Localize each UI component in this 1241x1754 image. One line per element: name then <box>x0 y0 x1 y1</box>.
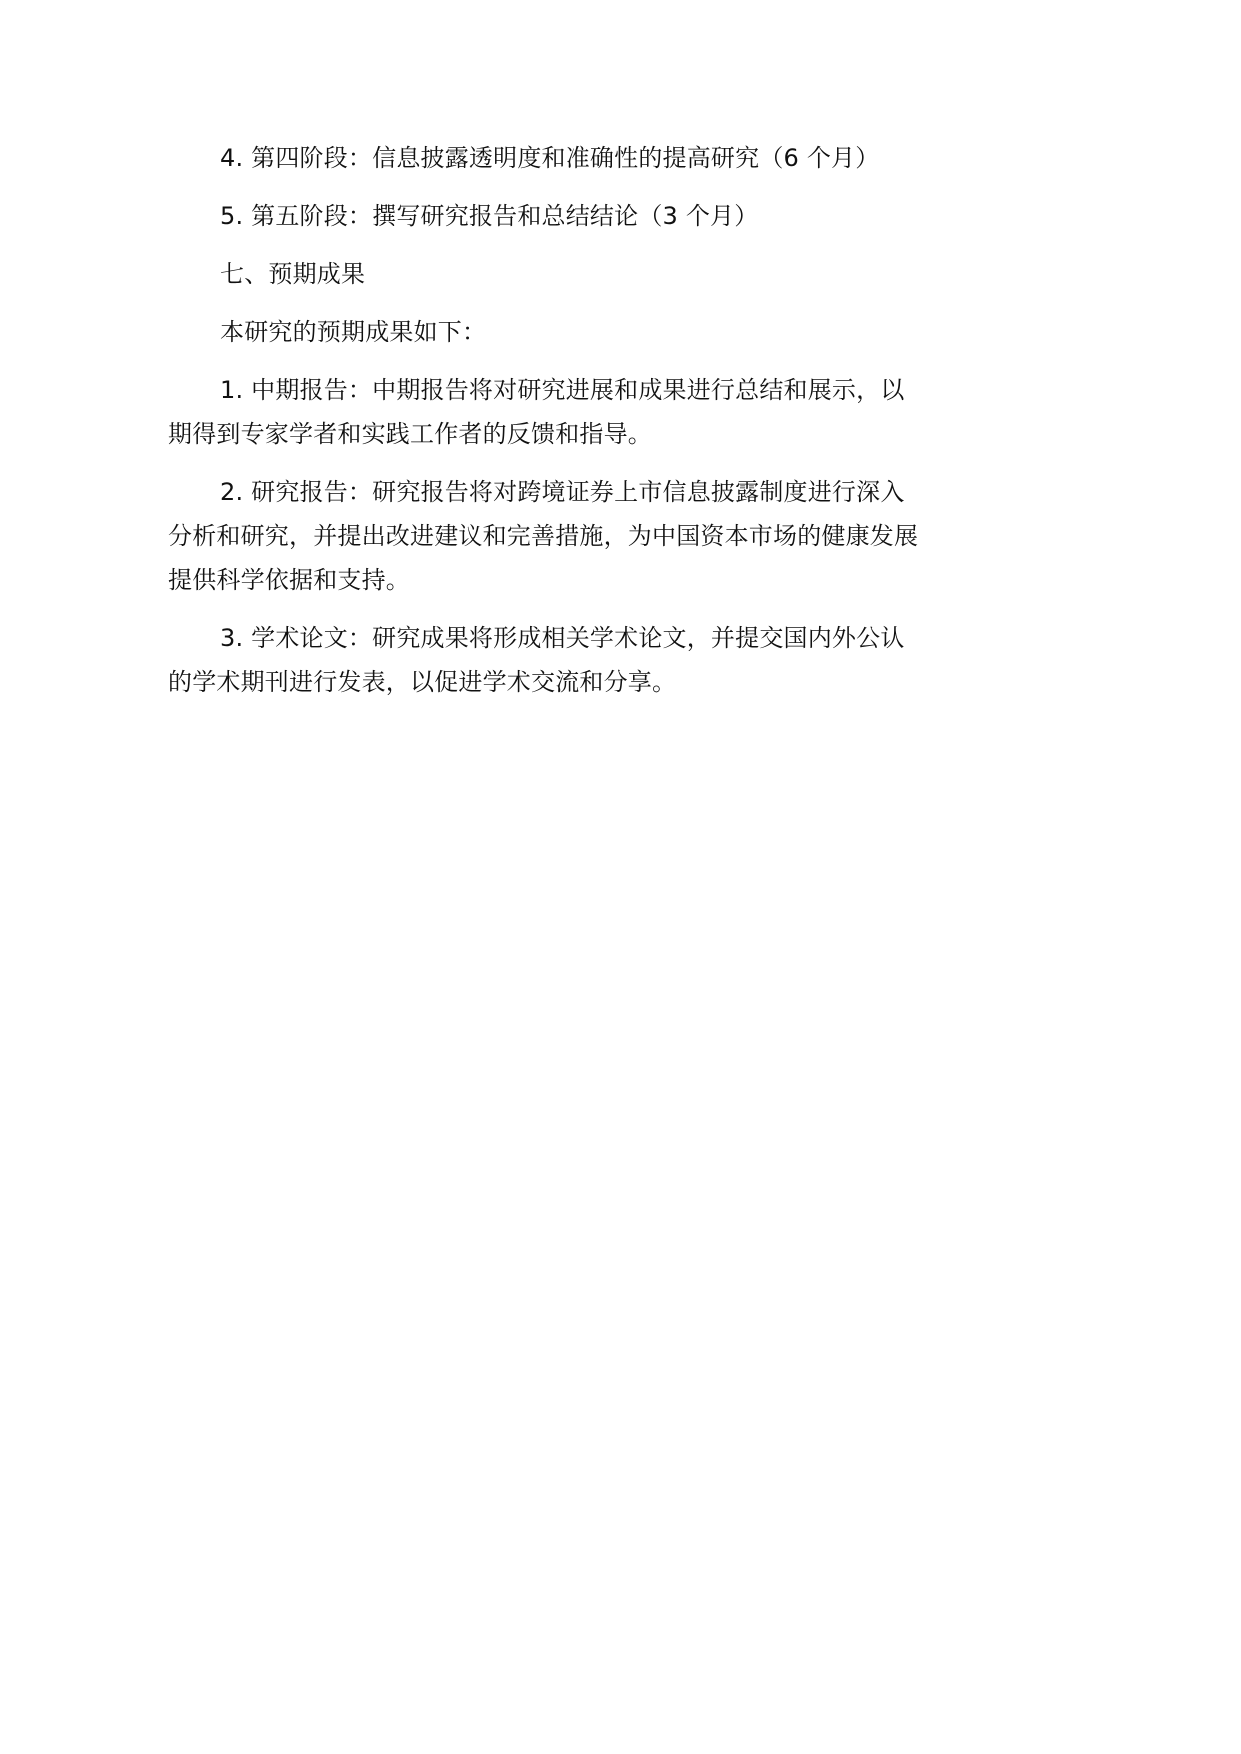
paragraph-research-report: 2. 研究报告：研究报告将对跨境证券上市信息披露制度进行深入分析和研究，并提出改进建议和完善措施，为中国资本市场的健康发展提供科学依据和支持。 <box>168 478 919 594</box>
paragraph-results-intro: 本研究的预期成果如下： <box>220 318 487 346</box>
section-heading-expected-results: 七、预期成果 <box>220 260 366 288</box>
paragraph-phase-5: 5. 第五阶段：撰写研究报告和总结结论（3 个月） <box>220 202 759 230</box>
paragraph-phase-4: 4. 第四阶段：信息披露透明度和准确性的提高研究（6 个月） <box>220 144 880 172</box>
document-body <box>168 136 928 718</box>
paragraph-interim-report: 1. 中期报告：中期报告将对研究进展和成果进行总结和展示，以期得到专家学者和实践工作者的反馈和指导。 <box>168 376 905 448</box>
paragraph-academic-paper: 3. 学术论文：研究成果将形成相关学术论文，并提交国内外公认的学术期刊进行发表，以促进学术交流和分享。 <box>168 624 905 696</box>
